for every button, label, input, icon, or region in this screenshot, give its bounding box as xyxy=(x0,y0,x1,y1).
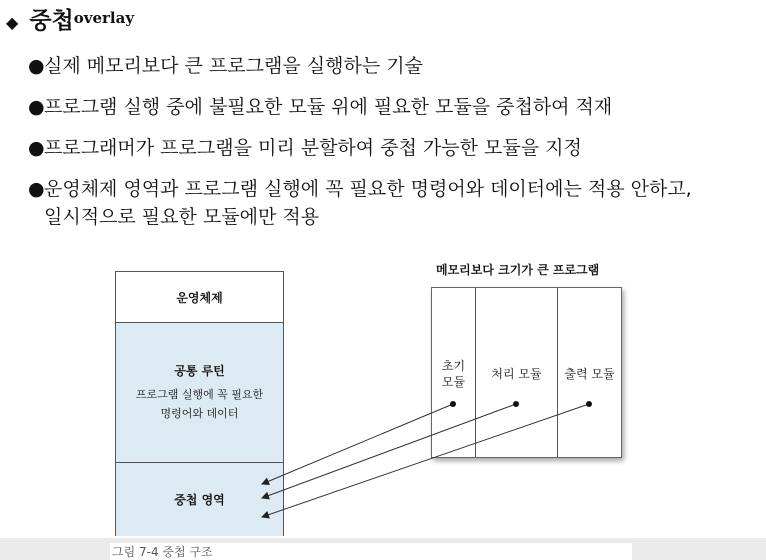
dot-bullet-icon: ● xyxy=(28,137,45,159)
os-region-label: 운영체제 xyxy=(176,290,223,305)
title-main: 중첩 xyxy=(29,8,74,34)
common-routine-desc-2: 명령어와 데이터 xyxy=(160,407,239,420)
dot-bullet-icon: ● xyxy=(28,55,45,77)
overlay-region-label: 중첩 영역 xyxy=(174,493,225,507)
init-module-label-1: 초기 xyxy=(441,359,466,373)
bullet-text-continued: 일시적으로 필요한 모듈에만 적용 xyxy=(44,206,320,228)
bullet-text: 실제 메모리보다 큰 프로그램을 실행하는 기술 xyxy=(44,55,423,77)
arrow-output-to-overlay xyxy=(262,404,589,517)
process-module-anchor xyxy=(513,401,519,407)
arrow-process-to-overlay xyxy=(262,404,516,498)
init-module-label-2: 모듈 xyxy=(441,375,466,389)
init-module-anchor xyxy=(450,401,456,407)
large-program-title: 메모리보다 크기가 큰 프로그램 xyxy=(436,263,600,277)
diamond-bullet-icon: ◆ xyxy=(6,13,19,32)
common-routine-title: 공통 루틴 xyxy=(174,364,225,378)
bullet-text: 운영체제 영역과 프로그램 실행에 꼭 필요한 명령어와 데이터에는 적용 안하고, xyxy=(44,178,692,200)
figure-caption: 그림 7-4 중첩 구조 xyxy=(110,543,632,560)
arrow-init-to-overlay xyxy=(262,404,453,484)
bullet-text: 프로그래머가 프로그램을 미리 분할하여 중첩 가능한 모듈을 지정 xyxy=(44,137,582,159)
title-sub: overlay xyxy=(73,9,135,27)
output-module-anchor xyxy=(586,401,592,407)
dot-bullet-icon: ● xyxy=(28,96,45,118)
process-module-label: 처리 모듈 xyxy=(491,367,542,381)
dot-bullet-icon: ● xyxy=(28,178,45,200)
bullet-text: 프로그램 실행 중에 불필요한 모듈 위에 필요한 모듈을 중첩하여 적재 xyxy=(44,96,613,118)
common-routine-desc-1: 프로그램 실행에 꼭 필요한 xyxy=(135,388,264,401)
output-module-label: 출력 모듈 xyxy=(564,367,615,381)
